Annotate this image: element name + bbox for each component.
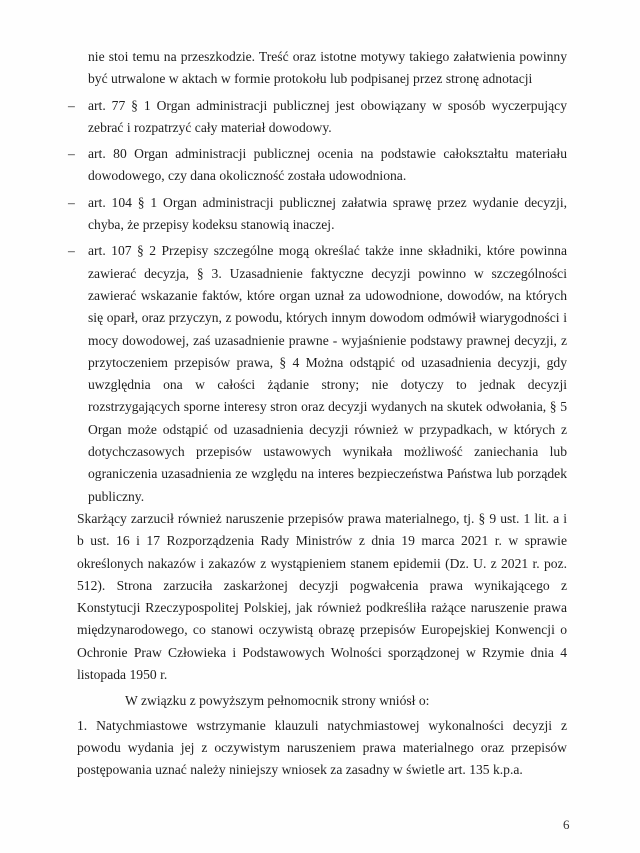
list-item-text: art. 80 Organ administracji publicznej ocenia na podstawie całokształtu materiału dowodowego, czy dana okoliczność została udowodniona. bbox=[88, 146, 567, 184]
numbered-item: 1. Natychmiastowe wstrzymanie klauzuli natychmiastowej wykonalności decyzji z powodu wydania jej z oczywistym naruszeniem prawa materialnego oraz przepisów postępowania uznać należy niniejszy wniosek za zasadny w świetle art. 135 k.p.a. bbox=[77, 717, 567, 778]
list-item bbox=[68, 192, 567, 237]
list-item-text: art. 107 § 2 Przepisy szczególne mogą określać także inne składniki, które powinna zawierać decyzja, § 3. Uzasadnienie faktyczne decyzji powinno w szczególności zawierać wskazanie faktów, które organ uznał za udowodnione, dowodów, na których się oparł, oraz przyczyn, z powodu, których innym dowodom odmówił wiarygodności i mocy dowodowej, zaś uzasadnienie prawne - wyjaśnienie podstawy prawnej decyzji, z przytoczeniem przepisów prawa, § 4 Można odstąpić od uzasadnienia decyzji, gdy uwzględnia ona w całości żądanie strony; nie dotyczy to jednak decyzji rozstrzygających sporne interesy stron oraz decyzji wydanych na skutek odwołania, § 5 Organ może odstąpić od uzasadnienia decyzji również w przypadkach, w których z dotychczasowych przepisów ustawowych wynikała możliwość zaniechania lub ograniczenia uzasadnienia ze względu na interes bezpieczeństwa Państwa lub porządek publiczny. bbox=[88, 243, 567, 504]
list-item bbox=[68, 240, 567, 508]
list-item-text: art. 77 § 1 Organ administracji publicznej jest obowiązany w sposób wyczerpujący zebrać i rozpatrzyć cały materiał dowodowy. bbox=[88, 97, 567, 135]
request-intro-paragraph: W związku z powyższym pełnomocnik strony wniósł o: bbox=[125, 693, 430, 709]
list-item bbox=[68, 143, 567, 188]
list-item-text: art. 104 § 1 Organ administracji publicznej załatwia sprawę przez wydanie decyzji, chyba, że przepisy kodeksu stanowią inaczej. bbox=[88, 194, 567, 233]
page-content bbox=[68, 46, 567, 782]
dash-bullet-icon: – bbox=[68, 146, 75, 162]
dash-bullet-icon: – bbox=[68, 243, 75, 259]
dash-bullet-icon: – bbox=[68, 194, 75, 210]
page-number: 6 bbox=[563, 817, 570, 832]
dash-bullet-icon: – bbox=[68, 97, 75, 113]
list-item bbox=[68, 95, 567, 140]
continuation-text: nie stoi temu na przeszkodzie. Treść oraz istotne motywy takiego załatwienia powinny być utrwalone w aktach w formie protokołu lub podpisanej przez stronę adnotacji bbox=[88, 49, 567, 87]
article-list bbox=[68, 95, 567, 508]
complaint-paragraph: Skarżący zarzucił również naruszenie przepisów prawa materialnego, tj. § 9 ust. 1 lit. a i b ust. 16 i 17 Rozporządzenia Rady Ministrów z dnia 19 marca 2021 r. w sprawie określonych nakazów i zakazów z wystąpieniem stanem epidemii (Dz. U. z 2021 r. poz. 512). Strona zarzuciła zaskarżonej decyzji pogwałcenia prawa wynikającego z Konstytucji Rzeczypospolitej Polskiej, jak również podkreśliła rażące naruszenie prawa międzynarodowego, co stanowi oczywistą obrazę przepisów Europejskiej Konwencji o Ochronie Praw Człowieka i Podstawowych Wolności sporządzonej w Rzymie dnia 4 listopada 1950 r. bbox=[77, 510, 567, 683]
